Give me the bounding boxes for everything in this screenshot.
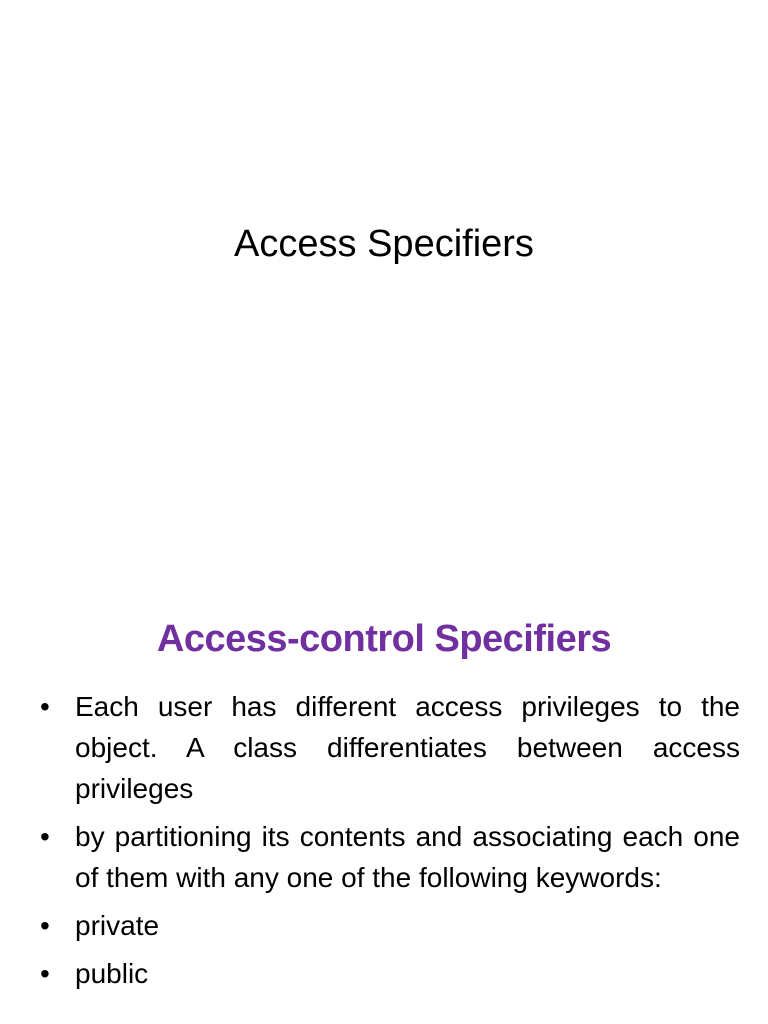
bullet-list [40,686,740,1001]
bullet-item [40,953,740,994]
bullet-text: by partitioning its contents and associating each one of them with any one of the following keywords: [75,821,740,893]
bullet-text: private [75,910,160,941]
content-slide [0,576,768,1024]
bullet-icon: • [40,821,50,852]
slide-title: Access Specifiers [234,223,534,265]
bullet-item [40,816,740,898]
bullet-icon: • [40,691,50,722]
slide-heading: Access-control Specifiers [156,618,612,660]
bullet-icon: • [40,958,50,989]
bullet-item [40,905,740,946]
bullet-item [40,686,740,809]
bullet-text: Each user has different access privileges to the object. A class differentiates between access privileges [75,691,740,804]
bullet-icon: • [40,910,50,941]
bullet-text: public [75,958,149,989]
